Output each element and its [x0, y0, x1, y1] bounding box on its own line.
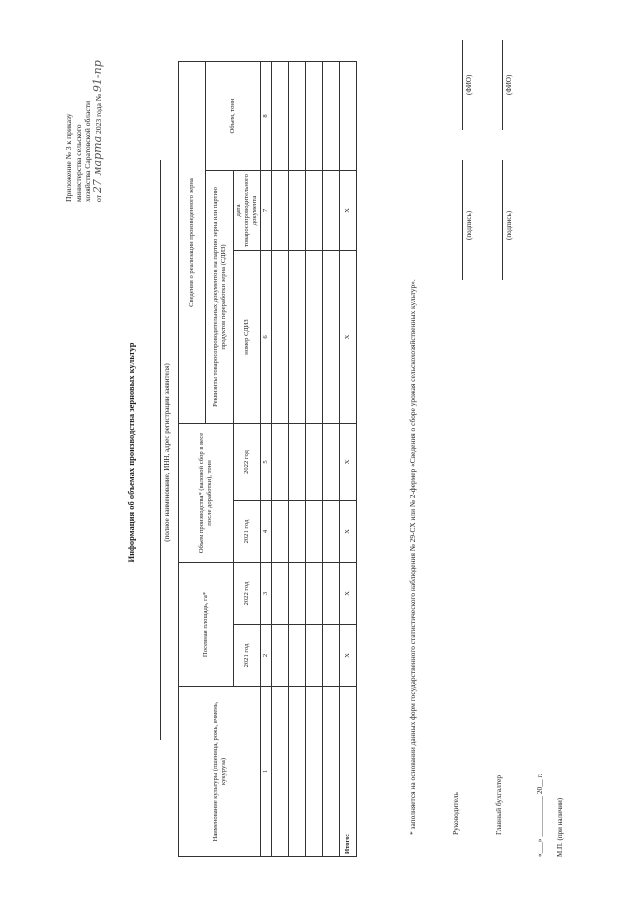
- signature-line: [462, 160, 463, 280]
- handwritten-number: 91-пр: [90, 60, 104, 93]
- totals-row: Итого: X X X X X X: [340, 62, 357, 857]
- organization-name-caption: (полное наименование, ИНН, адрес регистрации заявителя): [163, 363, 171, 542]
- approval-line: министерства сельского: [73, 124, 83, 202]
- fio-caption: (ФИО): [505, 74, 513, 95]
- header-sales-info: Сведения о реализации произведенного зерна: [179, 62, 206, 424]
- header-year-2021-volume: 2021 год: [234, 501, 261, 563]
- fio-line: [462, 40, 463, 130]
- header-crop-name: Наименование культуры (пшеница, рожь, ячмень, кукуруза): [179, 687, 261, 857]
- col-number: 1: [261, 687, 272, 857]
- footnote: * заполняется на основании данных форм государственного статистического наблюдения № 29-СХ или № 2-фермер «Сведения о сборе урожая сельскохозяйственных культур».: [408, 279, 417, 835]
- table-row: [323, 62, 340, 857]
- approval-date-line: от 27 марта 2023 года № 91-пр: [90, 60, 104, 202]
- header-year-2022-area: 2022 год: [234, 563, 261, 625]
- stamp-place: М.П. (при наличии): [556, 797, 564, 857]
- approval-line: хозяйства Саратовской области: [83, 100, 93, 202]
- col-number: 2: [261, 625, 272, 687]
- col-number: 3: [261, 563, 272, 625]
- header-sown-area: Посевная площадь, га*: [179, 563, 234, 687]
- table-row: [272, 62, 289, 857]
- approval-block: [64, 32, 103, 202]
- header-sdiz-number: номер СДИЗ: [234, 251, 261, 424]
- col-number: 4: [261, 501, 272, 563]
- header-sales-volume: Объем, тонн: [206, 62, 261, 171]
- production-table: [178, 61, 357, 857]
- signature-caption: (подпись): [465, 210, 473, 240]
- fio-line: [502, 40, 503, 130]
- document-title: Информация об объемах производства зерновых культур: [126, 342, 136, 563]
- date-field: «___» ___________ 20__ г.: [535, 773, 544, 857]
- signature-label-accountant: Главный бухгалтер: [494, 774, 503, 835]
- col-number: 7: [261, 171, 272, 251]
- signature-caption: (подпись): [505, 210, 513, 240]
- signature-line: [502, 160, 503, 280]
- col-number: 5: [261, 424, 272, 501]
- header-year-2021-area: 2021 год: [234, 625, 261, 687]
- table-row: [306, 62, 323, 857]
- organization-name-line: [160, 160, 161, 740]
- header-doc-date: дата товаросопроводительного документа: [234, 171, 261, 251]
- fio-caption: (ФИО): [465, 74, 473, 95]
- signature-label-head: Руководитель: [451, 792, 460, 835]
- col-number: 8: [261, 62, 272, 171]
- table-row: [289, 62, 306, 857]
- approval-line: Приложение № 3 к приказу: [64, 113, 73, 202]
- col-number: 6: [261, 251, 272, 424]
- handwritten-date: 27 марта: [90, 135, 104, 194]
- header-year-2022-volume: 2022 год: [234, 424, 261, 501]
- header-production-volume: Объем производства* (валовой сбор в весе после доработки), тонн: [179, 424, 234, 563]
- header-details: Реквизиты товаросопроводительных документов на партию зерна или партию продуктов переработки зерна (СДИЗ): [206, 171, 234, 424]
